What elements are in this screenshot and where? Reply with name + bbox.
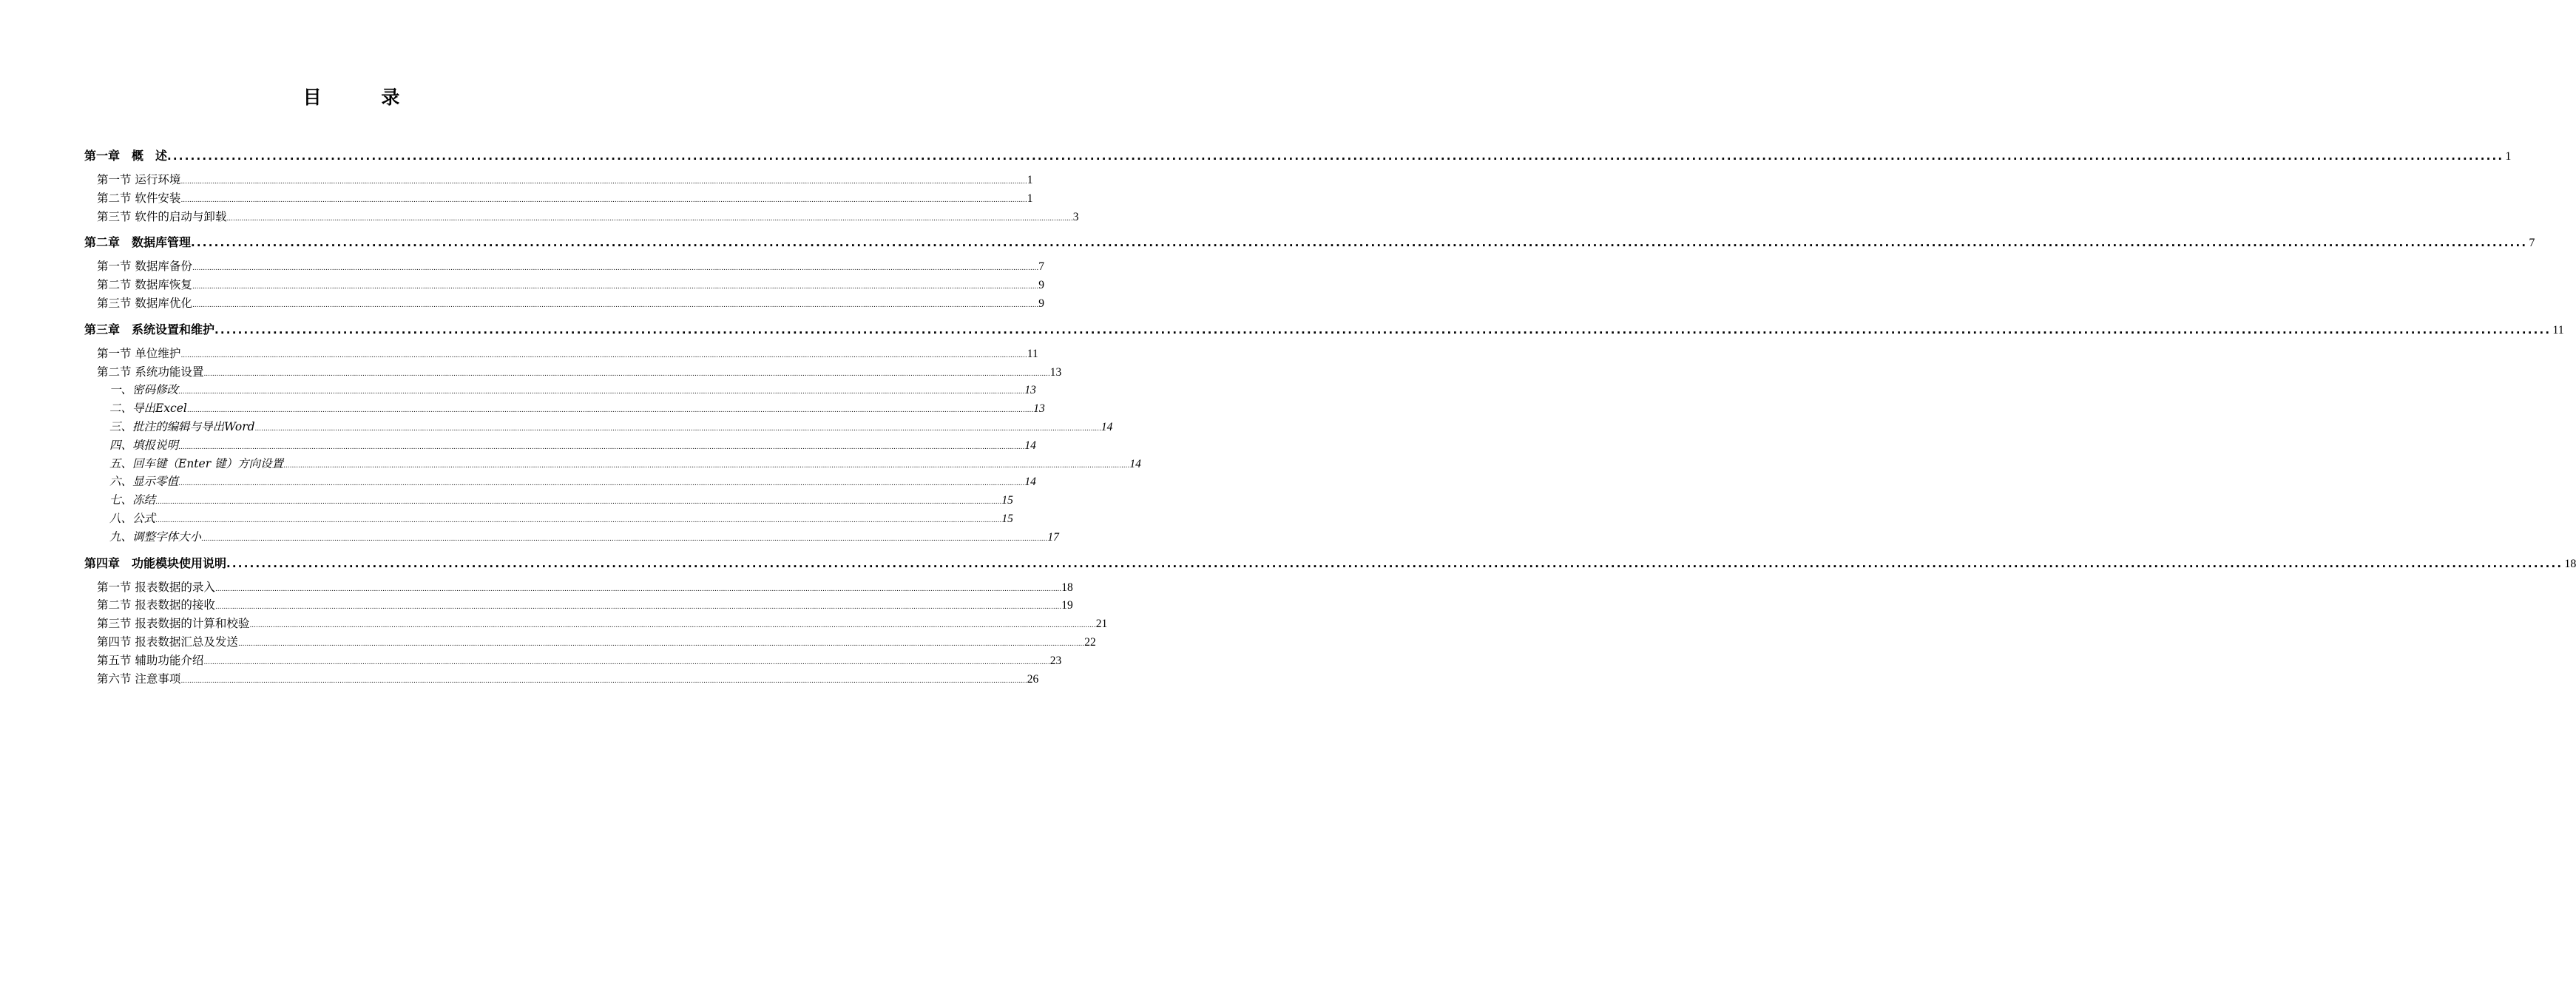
toc-item-label: 三、批注的编辑与导出Word <box>109 419 255 433</box>
table-of-contents <box>84 146 2576 695</box>
dot-leader: ................................................................................................................................................................................................................................................................................................................................................................................................................ <box>178 480 1025 488</box>
dot-leader: ................................................................................................................................................................................................................................................................................................................................................................................................................ <box>201 535 1048 543</box>
toc-chapter-page-number: 1 <box>2505 150 2512 163</box>
dot-leader: ................................................................................................................................................................................................................................................................................................................................................................................................................ <box>249 622 1096 630</box>
dot-leader: ................................................................................................................................................................................................................................................................................................................................................................................................................ <box>192 301 1039 309</box>
toc-section-page-number: 19 <box>1061 599 1073 612</box>
toc-section[interactable] <box>84 633 1096 652</box>
toc-item-page-number: 14 <box>1024 439 1036 452</box>
dot-leader: ................................................................................................................................................................................................................................................................................................................................................................................................................ <box>214 322 2552 337</box>
toc-section-label: 第一节 报表数据的录入 <box>97 580 215 594</box>
dot-leader: ................................................................................................................................................................................................................................................................................................................................................................................................................ <box>226 556 2563 570</box>
toc-section-label: 第五节 辅助功能介绍 <box>97 653 204 667</box>
toc-section-label: 第二节 报表数据的接收 <box>97 598 215 612</box>
dot-leader: ................................................................................................................................................................................................................................................................................................................................................................................................................ <box>167 149 2504 163</box>
toc-item-page-number: 14 <box>1101 420 1113 433</box>
dot-leader: ................................................................................................................................................................................................................................................................................................................................................................................................................ <box>191 236 2528 250</box>
spacer <box>84 339 649 345</box>
toc-section-page-number: 3 <box>1072 210 1079 223</box>
dot-leader: ................................................................................................................................................................................................................................................................................................................................................................................................................ <box>180 196 1027 204</box>
toc-item-label: 九、调整字体大小 <box>109 530 202 544</box>
toc-item-page-number: 14 <box>1024 476 1036 489</box>
toc-item-page-number: 15 <box>1001 494 1013 507</box>
toc-section-page-number: 1 <box>1027 192 1033 205</box>
toc-item[interactable] <box>84 510 1013 528</box>
toc-item-label: 四、填报说明 <box>109 438 179 452</box>
dot-leader: ................................................................................................................................................................................................................................................................................................................................................................................................................ <box>186 407 1034 415</box>
dot-leader: ................................................................................................................................................................................................................................................................................................................................................................................................................ <box>203 370 1050 378</box>
toc-item-page-number: 13 <box>1033 402 1045 416</box>
toc-item[interactable] <box>84 491 1013 510</box>
toc-section-page-number: 11 <box>1027 347 1038 360</box>
toc-section-label: 第六节 注意事项 <box>97 672 181 686</box>
dot-leader: ................................................................................................................................................................................................................................................................................................................................................................................................................ <box>180 351 1027 359</box>
dot-leader: ................................................................................................................................................................................................................................................................................................................................................................................................................ <box>203 658 1050 666</box>
toc-section[interactable] <box>84 578 1073 597</box>
toc-section[interactable] <box>84 171 1033 189</box>
toc-section[interactable] <box>84 257 1045 276</box>
toc-section-page-number: 1 <box>1027 174 1033 186</box>
toc-section-page-number: 18 <box>1061 581 1073 594</box>
toc-item-label: 八、公式 <box>109 511 156 525</box>
dot-leader: ................................................................................................................................................................................................................................................................................................................................................................................................................ <box>178 443 1025 451</box>
toc-section[interactable] <box>84 596 1073 615</box>
toc-item[interactable] <box>84 399 1045 418</box>
toc-chapter[interactable] <box>84 554 2576 573</box>
toc-chapter-label: 第四章 功能模块使用说明 <box>84 555 227 570</box>
toc-chapter-label: 第一章 概 述 <box>84 149 168 163</box>
toc-item-label: 一、密码修改 <box>109 383 179 397</box>
dot-leader: ................................................................................................................................................................................................................................................................................................................................................................................................................ <box>214 604 1062 612</box>
toc-section-label: 第三节 数据库优化 <box>97 296 192 310</box>
toc-item-page-number: 17 <box>1047 530 1059 544</box>
toc-section-label: 第三节 报表数据的计算和校验 <box>97 617 250 631</box>
toc-section-label: 第二节 数据库恢复 <box>97 278 192 292</box>
toc-section-page-number: 9 <box>1038 279 1045 292</box>
toc-section-page-number: 22 <box>1084 635 1096 649</box>
toc-section-label: 第一节 单位维护 <box>97 346 181 360</box>
toc-item-page-number: 13 <box>1024 384 1036 397</box>
toc-section-page-number: 7 <box>1038 260 1045 274</box>
toc-chapter[interactable] <box>84 320 2564 339</box>
toc-section[interactable] <box>84 615 1108 633</box>
toc-item[interactable] <box>84 418 1113 436</box>
toc-item[interactable] <box>84 455 1141 473</box>
dot-leader: ................................................................................................................................................................................................................................................................................................................................................................................................................ <box>192 283 1039 291</box>
toc-chapter[interactable] <box>84 146 2512 166</box>
spacer <box>84 573 649 578</box>
toc-section-label: 第二节 系统功能设置 <box>97 365 204 379</box>
toc-section-label: 第二节 软件安装 <box>97 191 181 205</box>
toc-chapter[interactable] <box>84 233 2535 252</box>
toc-section[interactable] <box>84 670 1039 689</box>
toc-chapter-page-number: 18 <box>2564 557 2576 570</box>
toc-chapter-label: 第三章 系统设置和维护 <box>84 322 215 337</box>
toc-item-label: 二、导出Excel <box>109 402 187 416</box>
toc-section[interactable] <box>84 345 1038 363</box>
toc-item[interactable] <box>84 473 1036 491</box>
toc-item-label: 六、显示零值 <box>109 475 179 489</box>
dot-leader: ................................................................................................................................................................................................................................................................................................................................................................................................................ <box>237 640 1085 648</box>
toc-section-label: 第一节 数据库备份 <box>97 260 192 274</box>
spacer <box>84 252 649 257</box>
toc-item-page-number: 15 <box>1001 512 1013 525</box>
toc-section-label: 第四节 报表数据汇总及发送 <box>97 635 238 649</box>
toc-item[interactable] <box>84 381 1036 399</box>
dot-leader: ................................................................................................................................................................................................................................................................................................................................................................................................................ <box>180 178 1027 186</box>
toc-section-page-number: 26 <box>1027 672 1039 686</box>
toc-chapter-page-number: 11 <box>2552 323 2564 337</box>
dot-leader: ................................................................................................................................................................................................................................................................................................................................................................................................................ <box>155 498 1002 507</box>
toc-item[interactable] <box>84 436 1036 455</box>
toc-section-page-number: 9 <box>1038 297 1045 310</box>
toc-section[interactable] <box>84 294 1045 313</box>
toc-item-label: 七、冻结 <box>109 493 156 507</box>
toc-section-page-number: 21 <box>1095 618 1108 631</box>
toc-section[interactable] <box>84 276 1045 294</box>
toc-section-label: 第一节 运行环境 <box>97 173 181 186</box>
dot-leader: ................................................................................................................................................................................................................................................................................................................................................................................................................ <box>254 425 1101 433</box>
dot-leader: ................................................................................................................................................................................................................................................................................................................................................................................................................ <box>155 516 1002 524</box>
toc-chapter-label: 第二章 数据库管理 <box>84 235 192 250</box>
toc-section-label: 第三节 软件的启动与卸载 <box>97 209 227 223</box>
toc-section[interactable] <box>84 189 1033 208</box>
toc-section[interactable] <box>84 363 1062 382</box>
toc-chapter-page-number: 7 <box>2529 237 2535 250</box>
toc-section[interactable] <box>84 652 1062 670</box>
dot-leader: ................................................................................................................................................................................................................................................................................................................................................................................................................ <box>283 462 1130 470</box>
toc-item-label: 五、回车键（Enter 键）方向设置 <box>109 456 284 470</box>
toc-item-page-number: 14 <box>1129 457 1141 470</box>
dot-leader: ................................................................................................................................................................................................................................................................................................................................................................................................................ <box>192 265 1039 273</box>
page-title: 目 录 <box>302 87 427 108</box>
dot-leader: ................................................................................................................................................................................................................................................................................................................................................................................................................ <box>226 214 1073 223</box>
dot-leader: ................................................................................................................................................................................................................................................................................................................................................................................................................ <box>214 585 1062 593</box>
toc-section[interactable] <box>84 208 1079 226</box>
toc-section-page-number: 23 <box>1049 654 1062 667</box>
dot-leader: ................................................................................................................................................................................................................................................................................................................................................................................................................ <box>180 677 1027 685</box>
toc-item[interactable] <box>84 528 1059 547</box>
spacer <box>84 166 649 171</box>
dot-leader: ................................................................................................................................................................................................................................................................................................................................................................................................................ <box>178 388 1025 396</box>
toc-section-page-number: 13 <box>1049 365 1062 379</box>
